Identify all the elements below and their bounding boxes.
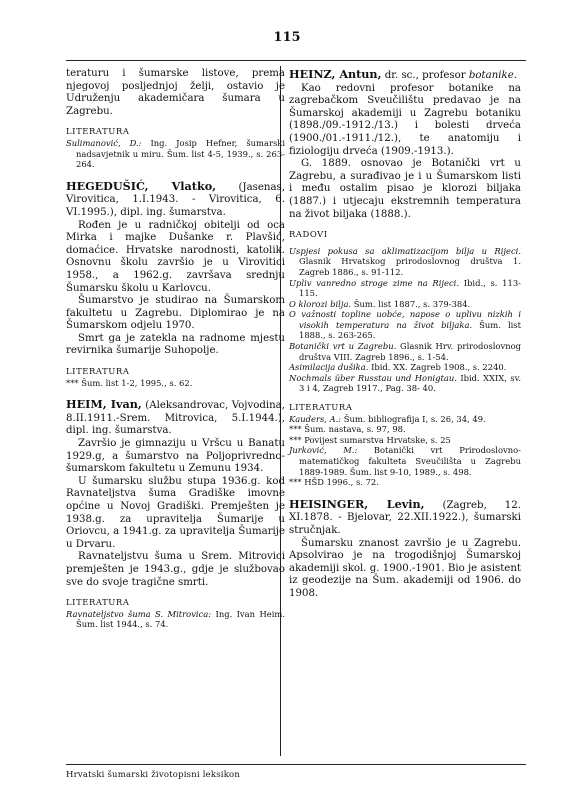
literature-ref: [289, 477, 521, 488]
ref-rest: Šum. bibliografija I, s. 26, 34, 49.: [341, 413, 486, 424]
work-item: [289, 246, 521, 278]
ref-author: Sulimanović, D.:: [66, 137, 142, 148]
work-rest: Ibid. XXIX, sv. 3 i 4, Zagreb 1917., Pag. 38- 40.: [299, 372, 521, 394]
literature-label: LITERATURA: [66, 126, 130, 137]
entry-headword: HEIM, Ivan,: [66, 397, 142, 412]
work-item: [289, 309, 521, 341]
work-rest: Glasnik Hrvatskog prirodoslovnog društva 1. Zagreb 1886., s. 91-112.: [299, 256, 521, 277]
work-item: [289, 278, 521, 299]
ref-rest: *** Povijest sumarstva Hrvatske, s. 25: [289, 434, 451, 445]
works-label: RADOVI: [289, 229, 328, 240]
literature-ref: [289, 414, 521, 425]
entry-intro: (Jasenas, Virovitica, 1.I.1943. - Virovitica, 6. VI.1995.), dipl. ing. šumarstva.: [66, 181, 286, 218]
entry-paragraph: Završio je gimnaziju u Vršcu u Banatu 1929.g, a šumarstvo na Poljoprivredno-šumarskom fakultetu u Zemunu 1934.: [66, 438, 285, 475]
entry-paragraph: U šumarsku službu stupa 1936.g. kod Ravnateljstva šuma Gradiške imovne općine u Novoj Gradiški. Premješten je 1938.g. za upravitelja Šumarije u Oriovcu, a 1941.g. za upravitelja Šumarije u Drvaru.: [66, 475, 285, 550]
literature-ref: [66, 138, 285, 170]
ref-rest: *** Šum. nastava, s. 97, 98.: [289, 424, 406, 435]
work-title: Botanički vrt u Zagrebu.: [289, 341, 397, 352]
literature-ref: [289, 435, 521, 446]
literature-ref: [289, 424, 521, 435]
right-column: [289, 68, 521, 601]
work-title: Nochmals über Russtau und Honigtau.: [289, 372, 457, 383]
work-rest: Ibid. XX. Zagreb 1908., s. 2240.: [368, 362, 507, 373]
entry-headword: HEGEDUŠIĆ, Vlatko,: [66, 178, 217, 193]
continuation-paragraph: teraturu i šumarske listove, prema njegovoj posljednjoj želji, ostavio je Udruženju akademičara šumara u Zagrebu.: [66, 68, 285, 117]
entry-headword: HEINZ, Antun,: [289, 67, 382, 81]
work-rest: Glasnik Hrv. prirodoslovnog društva VIII. Zagreb 1896., s. 1-54.: [299, 341, 521, 362]
entry-paragraph: Kao redovni profesor botanike na zagrebačkom Sveučilištu predavao je na Šumarskoj akademiji u Zagrebu botaniku (1898./09.-1912./13.) i bolesti drveća (1900./01.-1911./12.), te anatomiju i fiziologiju drveća (1909.-1913.).: [289, 82, 521, 157]
work-title: Uspjesi pokusa sa aklimatizacijom bilja u Rijeci.: [289, 245, 521, 256]
work-title: Asimilacija dušika.: [289, 362, 369, 373]
ref-rest: *** HŠD 1996., s. 72.: [289, 477, 379, 488]
footer-text: Hrvatski šumarski životopisni leksikon: [66, 770, 241, 780]
entry-paragraph: Šumarstvo je studirao na Šumarskom fakultetu u Zagrebu. Diplomirao je na Šumarskom odjelu 1970.: [66, 295, 285, 332]
work-rest: Šum. list 1887., s. 379-384.: [351, 298, 471, 309]
work-title: O važnosti topline uobće, napose o uplivu nizkih i visokih temperatura na život biljaka.: [289, 309, 521, 330]
work-title: Upliv vanredno stroge zime na Rijeci.: [289, 277, 459, 288]
ref-title: Ravnateljstvo šuma S. Mitrovica:: [66, 608, 212, 619]
entry-intro: (Aleksandrovac, Vojvodina, 8.II.1911.-Srem. Mitrovica, 5.I.1944.), dipl. ing. šumarstva.: [66, 400, 285, 437]
page-number: 115: [273, 30, 301, 45]
literature-label: LITERATURA: [66, 597, 130, 608]
work-rest: Šum. list 1888., s. 263-265.: [299, 319, 521, 341]
entry-intro: dr. sc., profesor: [381, 70, 469, 81]
ref-rest: Ing. Ivan Heim. Šum. list 1944., s. 74.: [76, 608, 285, 630]
work-title: O klorozi bilja.: [289, 298, 352, 309]
entry-heim: [66, 398, 285, 630]
entry-heisinger: [289, 498, 521, 601]
work-rest: Ibid., s. 113-115.: [299, 277, 521, 299]
work-item: [289, 299, 521, 310]
work-item: [289, 373, 521, 394]
entry-paragraph: Rođen je u radničkoj obitelji od oca Mirka i majke Dušanke r. Plavšić, domaćice. Hrvatske narodnosti, katolik. Osnovnu školu završio je u Virovitici 1958., a 1962.g. završava srednju Šumarsku školu u Karlovcu.: [66, 219, 285, 294]
literature-ref: *** Šum. list 1-2, 1995., s. 62.: [66, 377, 193, 388]
entry-paragraph: Smrt ga je zatekla na radnome mjestu revirnika šumarije Suhopolje.: [66, 332, 285, 357]
entry-paragraph: G. 1889. osnovao je Botanički vrt u Zagrebu, a surađivao je i u Šumarskom listi i među ostalim pisao je klorozi biljaka (1887.) i utjecaju ekstremnih temperatura na život biljaka (1888.).: [289, 158, 521, 220]
header-rule: [66, 60, 526, 61]
entry-headword: HEISINGER, Levin,: [289, 496, 425, 511]
entry-paragraph: Šumarsku znanost završio je u Zagrebu. Apsolvirao je na trogodišnjoj Šumarskoj akademiji skol. g. 1900.-1901. Bio je asistent iz geodezije na Šum. akademiji od 1906. do 1908.: [289, 537, 521, 599]
entry-heinz: [289, 68, 521, 488]
literature-label: LITERATURA: [66, 366, 130, 377]
work-item: [289, 362, 521, 373]
ref-author: Jurković, M.:: [289, 445, 358, 456]
footer-rule: [66, 764, 526, 765]
literature-label: LITERATURA: [289, 402, 353, 413]
entry-intro: (Zagreb, 12. XI.1878. - Bjelovar, 22.XII.1922.), šumarski stručnjak.: [289, 499, 521, 536]
left-column: [66, 68, 285, 630]
ref-rest: Ing. Josip Hefner, šumarski nadsavjetnik u miru. Šum. list 4-5, 1939., s. 263-264.: [76, 137, 285, 170]
entry-paragraph: Ravnateljstvu šuma u Srem. Mitrovici premješten je 1943.g., gdje je službovao sve do svoje tragične smrti.: [66, 551, 285, 588]
ref-rest: Botanički vrt Prirodoslovno-matematičkog fakulteta Sveučilišta u Zagrebu 1889-1989. Šum. list 9-10, 1989., s. 498.: [299, 445, 521, 477]
entry-intro-italic: botanike.: [468, 70, 517, 81]
work-item: [289, 341, 521, 362]
entry-hegedusic: [66, 180, 285, 389]
literature-ref: [66, 609, 285, 630]
ref-author: Kauders, A.:: [289, 413, 342, 424]
works-list: [289, 246, 521, 394]
literature-ref: [289, 445, 521, 477]
